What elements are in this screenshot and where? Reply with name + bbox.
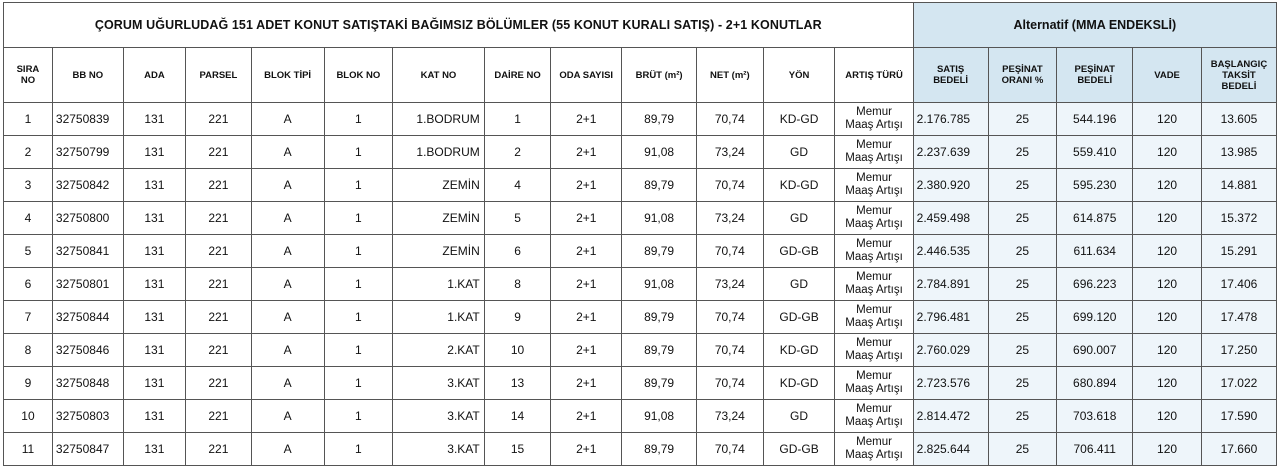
cell-parsel: 221 (186, 235, 252, 268)
cell-parsel: 221 (186, 169, 252, 202)
cell-brut: 91,08 (622, 400, 697, 433)
units-table (3, 2, 1277, 466)
cell-yon: KD-GD (763, 334, 835, 367)
cell-bb-no: 32750847 (52, 433, 123, 466)
cell-blok-tipi: A (251, 433, 324, 466)
cell-pesinat-orani: 25 (988, 169, 1057, 202)
cell-artis-turu: Memur Maaş Artışı (835, 301, 913, 334)
cell-daire-no: 8 (484, 268, 551, 301)
cell-blok-tipi: A (251, 235, 324, 268)
cell-blok-tipi: A (251, 202, 324, 235)
cell-pesinat-bedeli: 699.120 (1057, 301, 1133, 334)
cell-yon: GD (763, 268, 835, 301)
cell-pesinat-orani: 25 (988, 136, 1057, 169)
cell-blok-no: 1 (324, 136, 393, 169)
table-row (4, 367, 1277, 400)
cell-parsel: 221 (186, 136, 252, 169)
table-row (4, 433, 1277, 466)
table-row (4, 235, 1277, 268)
cell-baslangic-taksit: 15.372 (1201, 202, 1276, 235)
cell-pesinat-bedeli: 696.223 (1057, 268, 1133, 301)
cell-brut: 89,79 (622, 235, 697, 268)
cell-sira: 2 (4, 136, 53, 169)
header-blok-tipi: BLOK TİPİ (251, 48, 324, 103)
cell-kat-no: ZEMİN (393, 169, 485, 202)
cell-pesinat-orani: 25 (988, 103, 1057, 136)
cell-satis-bedeli: 2.760.029 (913, 334, 988, 367)
cell-net: 70,74 (697, 169, 764, 202)
cell-blok-no: 1 (324, 202, 393, 235)
cell-kat-no: 2.KAT (393, 334, 485, 367)
cell-sira: 8 (4, 334, 53, 367)
cell-yon: KD-GD (763, 367, 835, 400)
cell-net: 70,74 (697, 301, 764, 334)
cell-parsel: 221 (186, 202, 252, 235)
header-kat-no: KAT NO (393, 48, 485, 103)
cell-pesinat-bedeli: 680.894 (1057, 367, 1133, 400)
cell-blok-no: 1 (324, 103, 393, 136)
cell-satis-bedeli: 2.814.472 (913, 400, 988, 433)
cell-baslangic-taksit: 13.985 (1201, 136, 1276, 169)
header-baslangic-taksit: BAŞLANGIÇ TAKSİT BEDELİ (1201, 48, 1276, 103)
cell-vade: 120 (1133, 169, 1202, 202)
cell-baslangic-taksit: 17.590 (1201, 400, 1276, 433)
cell-sira: 9 (4, 367, 53, 400)
cell-pesinat-bedeli: 703.618 (1057, 400, 1133, 433)
cell-oda-sayisi: 2+1 (551, 433, 622, 466)
cell-bb-no: 32750846 (52, 334, 123, 367)
cell-net: 73,24 (697, 400, 764, 433)
cell-kat-no: 3.KAT (393, 400, 485, 433)
cell-brut: 89,79 (622, 169, 697, 202)
header-vade: VADE (1133, 48, 1202, 103)
cell-daire-no: 2 (484, 136, 551, 169)
cell-pesinat-bedeli: 706.411 (1057, 433, 1133, 466)
cell-blok-no: 1 (324, 301, 393, 334)
cell-satis-bedeli: 2.176.785 (913, 103, 988, 136)
cell-oda-sayisi: 2+1 (551, 136, 622, 169)
header-ada: ADA (123, 48, 185, 103)
cell-baslangic-taksit: 17.022 (1201, 367, 1276, 400)
header-row (4, 48, 1277, 103)
cell-satis-bedeli: 2.380.920 (913, 169, 988, 202)
cell-parsel: 221 (186, 268, 252, 301)
cell-pesinat-orani: 25 (988, 433, 1057, 466)
cell-vade: 120 (1133, 367, 1202, 400)
header-sira: SIRA NO (4, 48, 53, 103)
cell-artis-turu: Memur Maaş Artışı (835, 103, 913, 136)
cell-daire-no: 4 (484, 169, 551, 202)
header-artis-turu: ARTIŞ TÜRÜ (835, 48, 913, 103)
cell-net: 73,24 (697, 268, 764, 301)
cell-bb-no: 32750848 (52, 367, 123, 400)
cell-oda-sayisi: 2+1 (551, 268, 622, 301)
cell-vade: 120 (1133, 136, 1202, 169)
cell-yon: KD-GD (763, 103, 835, 136)
cell-net: 70,74 (697, 334, 764, 367)
cell-pesinat-orani: 25 (988, 334, 1057, 367)
cell-sira: 3 (4, 169, 53, 202)
cell-artis-turu: Memur Maaş Artışı (835, 367, 913, 400)
cell-net: 73,24 (697, 202, 764, 235)
cell-daire-no: 1 (484, 103, 551, 136)
cell-artis-turu: Memur Maaş Artışı (835, 169, 913, 202)
header-blok-no: BLOK NO (324, 48, 393, 103)
cell-vade: 120 (1133, 301, 1202, 334)
cell-sira: 4 (4, 202, 53, 235)
cell-blok-no: 1 (324, 169, 393, 202)
cell-oda-sayisi: 2+1 (551, 202, 622, 235)
cell-sira: 7 (4, 301, 53, 334)
cell-satis-bedeli: 2.784.891 (913, 268, 988, 301)
cell-blok-tipi: A (251, 400, 324, 433)
table-row (4, 268, 1277, 301)
cell-blok-tipi: A (251, 169, 324, 202)
cell-daire-no: 15 (484, 433, 551, 466)
cell-bb-no: 32750803 (52, 400, 123, 433)
table-title: ÇORUM UĞURLUDAĞ 151 ADET KONUT SATIŞTAKİ BAĞIMSIZ BÖLÜMLER (55 KONUT KURALI SATIŞ) - 2+1 KONUTLAR (4, 3, 914, 48)
cell-bb-no: 32750839 (52, 103, 123, 136)
cell-artis-turu: Memur Maaş Artışı (835, 400, 913, 433)
cell-net: 70,74 (697, 367, 764, 400)
cell-daire-no: 10 (484, 334, 551, 367)
cell-pesinat-orani: 25 (988, 268, 1057, 301)
cell-pesinat-orani: 25 (988, 367, 1057, 400)
cell-vade: 120 (1133, 235, 1202, 268)
cell-kat-no: ZEMİN (393, 235, 485, 268)
cell-parsel: 221 (186, 334, 252, 367)
cell-kat-no: 1.KAT (393, 301, 485, 334)
table-row (4, 103, 1277, 136)
cell-net: 70,74 (697, 235, 764, 268)
cell-pesinat-bedeli: 690.007 (1057, 334, 1133, 367)
cell-baslangic-taksit: 15.291 (1201, 235, 1276, 268)
cell-oda-sayisi: 2+1 (551, 169, 622, 202)
cell-blok-no: 1 (324, 334, 393, 367)
cell-blok-no: 1 (324, 235, 393, 268)
cell-satis-bedeli: 2.723.576 (913, 367, 988, 400)
header-yon: YÖN (763, 48, 835, 103)
cell-ada: 131 (123, 400, 185, 433)
cell-vade: 120 (1133, 202, 1202, 235)
cell-pesinat-bedeli: 611.634 (1057, 235, 1133, 268)
cell-parsel: 221 (186, 400, 252, 433)
cell-blok-tipi: A (251, 367, 324, 400)
cell-ada: 131 (123, 433, 185, 466)
cell-brut: 89,79 (622, 367, 697, 400)
cell-satis-bedeli: 2.796.481 (913, 301, 988, 334)
cell-baslangic-taksit: 14.881 (1201, 169, 1276, 202)
cell-brut: 89,79 (622, 301, 697, 334)
cell-bb-no: 32750801 (52, 268, 123, 301)
cell-baslangic-taksit: 13.605 (1201, 103, 1276, 136)
cell-artis-turu: Memur Maaş Artışı (835, 235, 913, 268)
cell-parsel: 221 (186, 103, 252, 136)
cell-oda-sayisi: 2+1 (551, 103, 622, 136)
cell-ada: 131 (123, 268, 185, 301)
cell-vade: 120 (1133, 400, 1202, 433)
table-row (4, 202, 1277, 235)
title-row (4, 3, 1277, 48)
alternative-title: Alternatif (MMA ENDEKSLİ) (913, 3, 1276, 48)
cell-kat-no: 3.KAT (393, 433, 485, 466)
cell-ada: 131 (123, 235, 185, 268)
cell-bb-no: 32750841 (52, 235, 123, 268)
cell-ada: 131 (123, 202, 185, 235)
cell-sira: 10 (4, 400, 53, 433)
cell-artis-turu: Memur Maaş Artışı (835, 268, 913, 301)
cell-bb-no: 32750800 (52, 202, 123, 235)
cell-brut: 89,79 (622, 334, 697, 367)
cell-bb-no: 32750842 (52, 169, 123, 202)
cell-vade: 120 (1133, 268, 1202, 301)
table-row (4, 169, 1277, 202)
cell-parsel: 221 (186, 301, 252, 334)
cell-sira: 6 (4, 268, 53, 301)
cell-oda-sayisi: 2+1 (551, 235, 622, 268)
cell-parsel: 221 (186, 367, 252, 400)
header-pesinat-bedeli: PEŞİNAT BEDELİ (1057, 48, 1133, 103)
cell-vade: 120 (1133, 334, 1202, 367)
cell-ada: 131 (123, 334, 185, 367)
cell-baslangic-taksit: 17.250 (1201, 334, 1276, 367)
cell-yon: GD-GB (763, 235, 835, 268)
cell-pesinat-orani: 25 (988, 202, 1057, 235)
cell-blok-tipi: A (251, 268, 324, 301)
table-row (4, 136, 1277, 169)
cell-daire-no: 13 (484, 367, 551, 400)
cell-blok-no: 1 (324, 433, 393, 466)
cell-blok-tipi: A (251, 103, 324, 136)
cell-vade: 120 (1133, 103, 1202, 136)
header-parsel: PARSEL (186, 48, 252, 103)
header-net: NET (m²) (697, 48, 764, 103)
cell-daire-no: 14 (484, 400, 551, 433)
cell-net: 70,74 (697, 103, 764, 136)
cell-ada: 131 (123, 367, 185, 400)
cell-artis-turu: Memur Maaş Artışı (835, 334, 913, 367)
header-oda-sayisi: ODA SAYISI (551, 48, 622, 103)
cell-daire-no: 6 (484, 235, 551, 268)
cell-brut: 91,08 (622, 202, 697, 235)
cell-ada: 131 (123, 301, 185, 334)
cell-kat-no: ZEMİN (393, 202, 485, 235)
cell-kat-no: 1.BODRUM (393, 103, 485, 136)
cell-brut: 89,79 (622, 433, 697, 466)
cell-bb-no: 32750799 (52, 136, 123, 169)
cell-pesinat-bedeli: 544.196 (1057, 103, 1133, 136)
cell-pesinat-bedeli: 559.410 (1057, 136, 1133, 169)
cell-ada: 131 (123, 169, 185, 202)
cell-ada: 131 (123, 103, 185, 136)
cell-sira: 11 (4, 433, 53, 466)
cell-kat-no: 1.BODRUM (393, 136, 485, 169)
cell-pesinat-orani: 25 (988, 235, 1057, 268)
cell-brut: 91,08 (622, 268, 697, 301)
table-row (4, 301, 1277, 334)
cell-daire-no: 5 (484, 202, 551, 235)
cell-oda-sayisi: 2+1 (551, 367, 622, 400)
cell-yon: KD-GD (763, 169, 835, 202)
cell-blok-no: 1 (324, 400, 393, 433)
cell-brut: 91,08 (622, 136, 697, 169)
header-satis-bedeli: SATIŞ BEDELİ (913, 48, 988, 103)
cell-blok-no: 1 (324, 367, 393, 400)
cell-kat-no: 1.KAT (393, 268, 485, 301)
header-daire-no: DAİRE NO (484, 48, 551, 103)
table-row (4, 334, 1277, 367)
cell-bb-no: 32750844 (52, 301, 123, 334)
cell-ada: 131 (123, 136, 185, 169)
cell-satis-bedeli: 2.459.498 (913, 202, 988, 235)
cell-yon: GD-GB (763, 433, 835, 466)
cell-baslangic-taksit: 17.406 (1201, 268, 1276, 301)
cell-net: 70,74 (697, 433, 764, 466)
cell-artis-turu: Memur Maaş Artışı (835, 433, 913, 466)
cell-yon: GD-GB (763, 301, 835, 334)
cell-brut: 89,79 (622, 103, 697, 136)
cell-satis-bedeli: 2.446.535 (913, 235, 988, 268)
table-row (4, 400, 1277, 433)
cell-daire-no: 9 (484, 301, 551, 334)
cell-blok-tipi: A (251, 334, 324, 367)
cell-oda-sayisi: 2+1 (551, 334, 622, 367)
cell-pesinat-bedeli: 614.875 (1057, 202, 1133, 235)
cell-yon: GD (763, 400, 835, 433)
cell-artis-turu: Memur Maaş Artışı (835, 202, 913, 235)
cell-satis-bedeli: 2.237.639 (913, 136, 988, 169)
cell-yon: GD (763, 136, 835, 169)
cell-vade: 120 (1133, 433, 1202, 466)
cell-kat-no: 3.KAT (393, 367, 485, 400)
cell-sira: 1 (4, 103, 53, 136)
cell-oda-sayisi: 2+1 (551, 400, 622, 433)
cell-parsel: 221 (186, 433, 252, 466)
cell-yon: GD (763, 202, 835, 235)
header-bb-no: BB NO (52, 48, 123, 103)
cell-oda-sayisi: 2+1 (551, 301, 622, 334)
cell-pesinat-bedeli: 595.230 (1057, 169, 1133, 202)
header-brut: BRÜT (m²) (622, 48, 697, 103)
cell-blok-tipi: A (251, 136, 324, 169)
cell-baslangic-taksit: 17.478 (1201, 301, 1276, 334)
header-pesinat-orani: PEŞİNAT ORANI % (988, 48, 1057, 103)
cell-baslangic-taksit: 17.660 (1201, 433, 1276, 466)
cell-blok-no: 1 (324, 268, 393, 301)
cell-pesinat-orani: 25 (988, 400, 1057, 433)
cell-artis-turu: Memur Maaş Artışı (835, 136, 913, 169)
cell-net: 73,24 (697, 136, 764, 169)
cell-pesinat-orani: 25 (988, 301, 1057, 334)
cell-blok-tipi: A (251, 301, 324, 334)
cell-sira: 5 (4, 235, 53, 268)
cell-satis-bedeli: 2.825.644 (913, 433, 988, 466)
